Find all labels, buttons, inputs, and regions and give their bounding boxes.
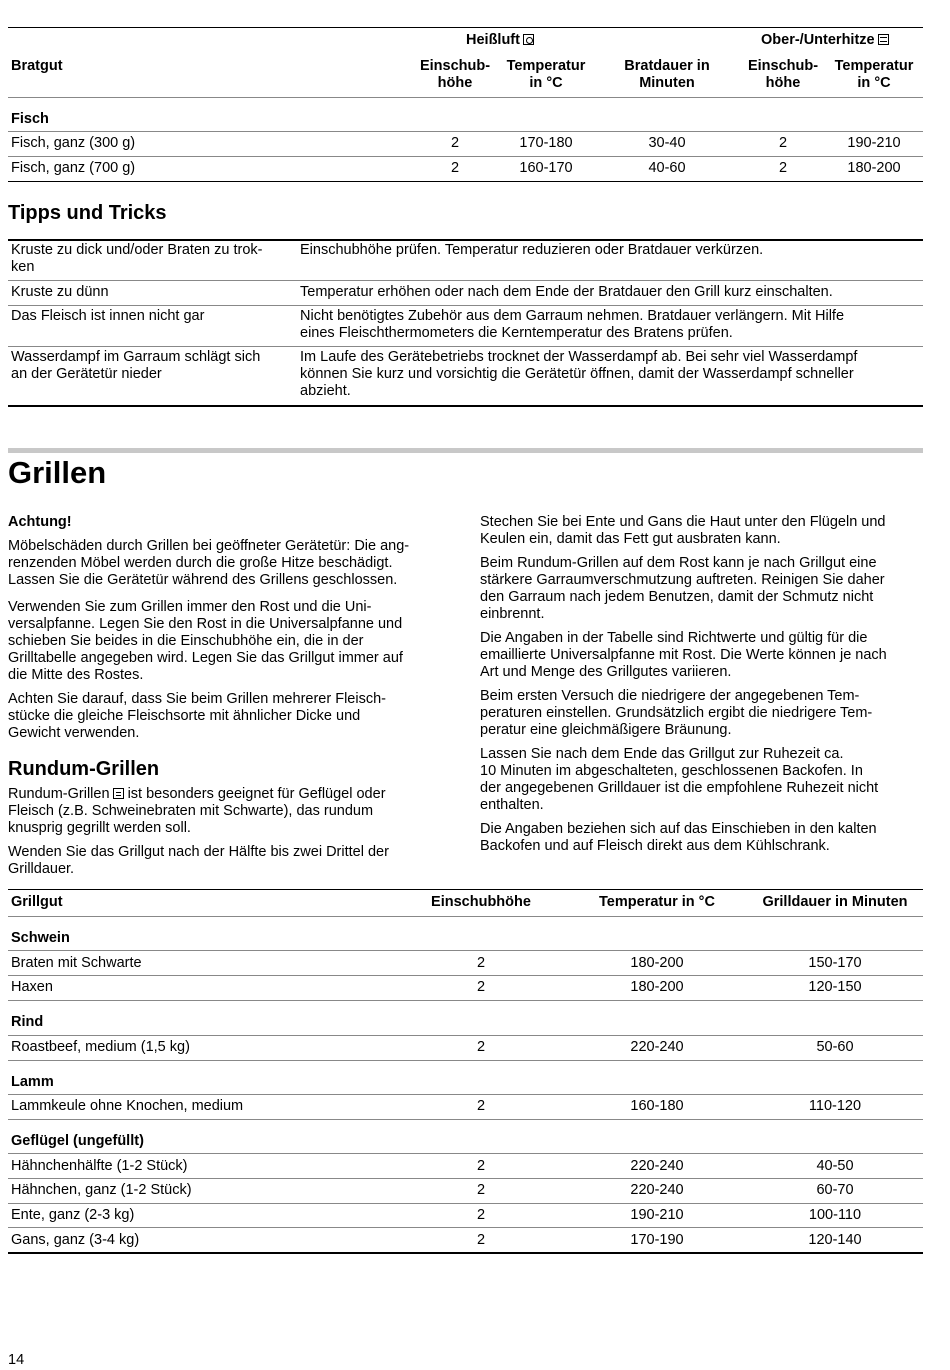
col-grillgut: Grillgut bbox=[11, 894, 63, 910]
tips-title: Tipps und Tricks bbox=[8, 202, 167, 224]
rundum-paragraph: Wenden Sie das Grillgut nach der Hälfte bis zwei Drittel der Grilldauer. bbox=[8, 844, 389, 877]
left-paragraph: Achten Sie darauf, dass Sie beim Grillen mehrerer Fleisch- stücke die gleiche Fleischsorte mit ähnlicher Dicke und Gewicht verwenden. bbox=[8, 691, 386, 741]
col-bratgut: Bratgut bbox=[11, 58, 63, 74]
right-paragraph: Stechen Sie bei Ente und Gans die Haut unter den Flügeln und Keulen ein, damit das Fett gut ausbraten kann. bbox=[480, 514, 886, 547]
heissluft-header: Heißluft bbox=[466, 32, 534, 49]
group-header: Schwein bbox=[11, 930, 70, 946]
group-header: Geflügel (ungefüllt) bbox=[11, 1133, 144, 1149]
top-bottom-heat-icon bbox=[878, 34, 889, 45]
left-paragraph: Verwenden Sie zum Grillen immer den Rost und die Uni- versalpfanne. Legen Sie den Rost in die Universalpfanne und schieben Sie beides in die Einschubhöhe ein, die in der Grilltabelle angegeben wird. Legen Sie das Grillgut immer auf die Mitte des Rostes. bbox=[8, 599, 403, 683]
group-header: Lamm bbox=[11, 1074, 54, 1090]
col-temperatur-1: Temperatur in °C bbox=[506, 58, 586, 91]
rundum-paragraph: Rundum-Grillen ist besonders geeignet für Geflügel oder Fleisch (z.B. Schweinebraten mit Schwarte), das rundum knusprig gegrillt werden soll. bbox=[8, 786, 386, 836]
section-fisch: Fisch bbox=[11, 111, 49, 127]
right-paragraph: Lassen Sie nach dem Ende das Grillgut zur Ruhezeit ca. 10 Minuten im abgeschalteten, geschlossenen Backofen. In der angegebenen Grilldauer ist die empfohlene Ruhezeit nicht enthalten. bbox=[480, 746, 879, 813]
col-temperatur: Temperatur in °C bbox=[599, 894, 715, 910]
col-grilldauer: Grilldauer in Minuten bbox=[762, 894, 908, 910]
section-divider bbox=[8, 448, 923, 453]
right-paragraph: Beim ersten Versuch die niedrigere der angegebenen Tem- peraturen einstellen. Grundsätzlich ergibt die niedrigere Tem- peratur eine gleichmäßigere Bräunung. bbox=[480, 688, 873, 738]
left-paragraph: Möbelschäden durch Grillen bei geöffneter Gerätetür: Die ang- renzenden Möbel werden durch die große Hitze beschädigt. Lassen Sie die Gerätetür während des Grillens geschlossen. bbox=[8, 538, 410, 588]
rotisserie-grill-icon bbox=[113, 788, 124, 799]
col-einschubhoehe: Einschubhöhe bbox=[431, 894, 531, 910]
group-header: Rind bbox=[11, 1014, 44, 1030]
right-paragraph: Die Angaben in der Tabelle sind Richtwerte und gültig für die emaillierte Universalpfanne mit Rost. Die Werte können je nach Art und Menge des Grillgutes variieren. bbox=[480, 630, 887, 680]
rundum-grillen-title: Rundum-Grillen bbox=[8, 758, 160, 780]
col-temperatur-2: Temperatur in °C bbox=[834, 58, 914, 91]
page-number: 14 bbox=[8, 1352, 25, 1368]
col-bratdauer: Bratdauer in Minuten bbox=[624, 58, 710, 91]
col-einschub-1: Einschub- höhe bbox=[419, 58, 491, 91]
achtung-label: Achtung! bbox=[8, 514, 72, 530]
hot-air-icon bbox=[523, 34, 534, 45]
right-paragraph: Beim Rundum-Grillen auf dem Rost kann je nach Grillgut eine stärkere Garraumverschmutzung auftreten. Reinigen Sie daher den Garraum nach jedem Benutzen, damit der Schmutz nicht einbrennt. bbox=[480, 555, 885, 622]
ober-unterhitze-header: Ober-/Unterhitze bbox=[761, 32, 889, 49]
col-einschub-2: Einschub- höhe bbox=[747, 58, 819, 91]
right-paragraph: Die Angaben beziehen sich auf das Einschieben in den kalten Backofen und auf Fleisch direkt aus dem Kühlschrank. bbox=[480, 821, 877, 854]
grillen-title: Grillen bbox=[8, 455, 107, 490]
